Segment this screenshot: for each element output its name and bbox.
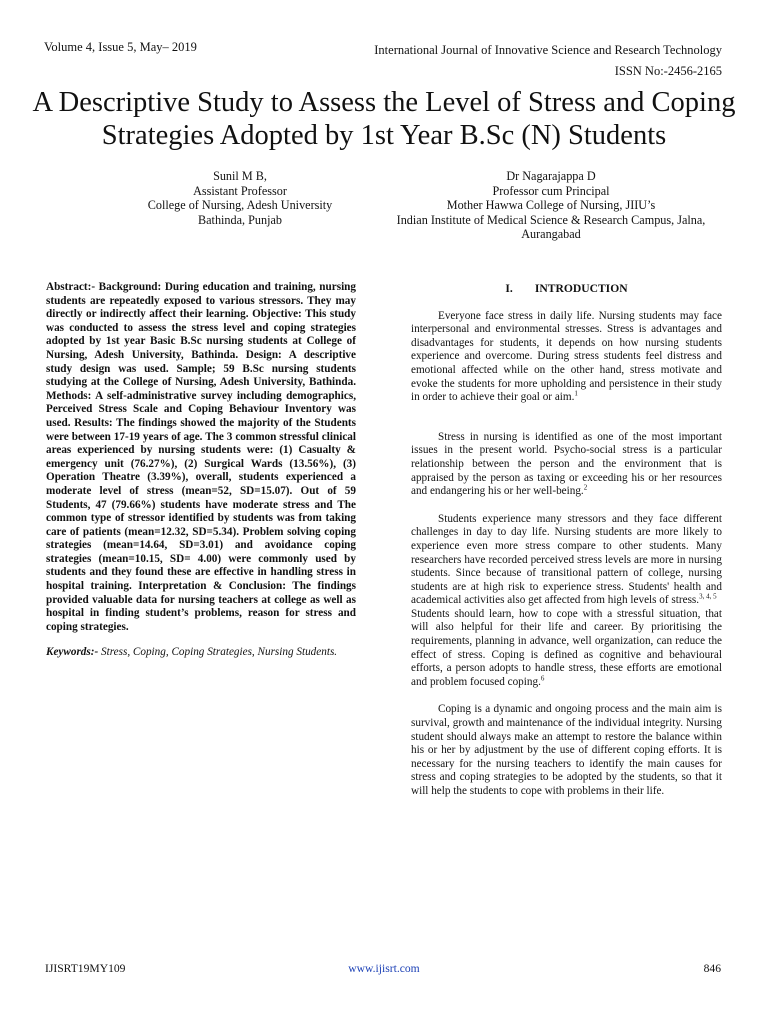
citation-ref: 2 xyxy=(583,483,588,492)
abstract-label: Abstract:- xyxy=(46,281,96,293)
intro-paragraph-1 xyxy=(411,310,722,405)
author-2-location: Aurangabad xyxy=(521,227,581,241)
paragraph-text: Stress in nursing is identified as one of the most important issues in the present world. Psycho-social stress is a particular relationship between the person and the environment that is appraised by the person as taxing or exceeding his or her resources and endangering his or her well-being. xyxy=(411,430,722,498)
section-number: I. xyxy=(505,282,513,295)
journal-name: International Journal of Innovative Science and Research Technology xyxy=(374,43,722,57)
author-2-name: Dr Nagarajappa D xyxy=(506,169,596,183)
section-heading xyxy=(411,282,722,296)
issn: ISSN No:-2456-2165 xyxy=(614,64,722,78)
paragraph-text: Students experience many stressors and they face different challenges in day to day life. Nursing students are more likely to experience even more stress compare to other students. Many researchers have recorded perceived stress levels are more in nursing students. Since because of transitional pattern of college, nursing students are at high risk to experience stress. Students' health and academical activities also get affected from high levels of stress. xyxy=(411,512,722,607)
author-2-position: Professor cum Principal xyxy=(492,183,610,198)
citation-ref: 6 xyxy=(540,674,545,683)
author-1-name: Sunil M B, xyxy=(213,169,267,183)
intro-paragraph-3 xyxy=(411,513,722,608)
left-column xyxy=(46,281,356,660)
intro-paragraph-5 xyxy=(411,703,722,798)
journal-website-link[interactable]: www.ijisrt.com xyxy=(348,962,420,975)
paper-title: A Descriptive Study to Assess the Level of Stress and Coping Strategies Adopted by 1st Year B.Sc (N) Students xyxy=(32,87,736,151)
keywords-label: Keywords:- xyxy=(46,646,99,659)
author-1-position: Assistant Professor xyxy=(193,183,287,198)
author-1-institution: College of Nursing, Adesh University xyxy=(147,198,333,212)
citation-ref: 1 xyxy=(574,389,578,398)
author-2-institution: Mother Hawwa College of Nursing, JIIU’s xyxy=(446,198,656,212)
keywords-text: Stress, Coping, Coping Strategies, Nursing Students. xyxy=(101,646,338,659)
article-code: IJISRT19MY109 xyxy=(45,962,126,975)
author-2-campus: Indian Institute of Medical Science & Research Campus, Jalna, xyxy=(396,212,706,227)
author-block-1 xyxy=(120,169,360,227)
keywords xyxy=(46,646,356,660)
author-block-2 xyxy=(376,169,726,242)
author-1-location: Bathinda, Punjab xyxy=(198,212,282,227)
abstract-text: Background: During education and training, nursing students are repeatedly exposed to various stressors. They may directly or indirectly affect their learning. Objective: This study was conducted to assess the stress level and coping strategies adopted by 1st year Basic B.Sc nursing students at College of Nursing, Adesh University, Bathinda. Design: A descriptive study design was used. Sample; 59 B.Sc nursing students studying at the College of Nursing, Adesh University, Bathinda. Methods: A self-administrative survey including demographics, Perceived Stress Scale and Coping Behaviour Inventory was used. Results: The findings showed the majority of the Students were between 17-19 years of age. The 3 common stressful clinical areas experienced by nursing students were: (1) Casualty & emergency unit (76.27%), (2) Surgical Wards (13.56%), (3) Operation Theatre (3.39%), overall, students experienced a moderate level of stress (mean=52, SD=15.07). Out of 59 Students, 47 (79.66%) students have moderate stress and The common type of stressor identified by students was from taking care of patients (mean=12.32, SD=5.34). Problem solving coping strategies (mean=14.64, SD=3.01) and avoidance coping strategies (mean=10.15, SD= 4.00) were commonly used by students and they found these are effective in handling stress in hospital training. Interpretation & Conclusion: The findings provided valuable data for nursing teachers at college as well as hospital in finding student’s problems, reason for stress and coping strategies. xyxy=(46,281,356,633)
citation-ref: 3, 4, 5 xyxy=(699,592,717,601)
journal-header xyxy=(374,40,722,82)
intro-paragraph-2 xyxy=(411,431,722,499)
right-column xyxy=(411,282,722,799)
section-title: INTRODUCTION xyxy=(534,282,628,295)
paragraph-text: Everyone face stress in daily life. Nursing students may face interpersonal and environmental stresses. Stress is advantages and disadvantages for students, it depends on how nursing students experience and overcome. During stress students feel distress and emotional affected while on the other hand, stress motivate and evoke the students for more upholding and persistence in their study in order to achieve their goal or aim. xyxy=(411,309,722,404)
volume-issue: Volume 4, Issue 5, May– 2019 xyxy=(44,40,197,54)
paragraph-text: Students should learn, how to cope with a stressful situation, that will also helpful for their life and career. By prioritising the requirements, planning in advance, well organization, can reduce the effect of stress. Coping is defined as cognitive and behavioural efforts, a person adopts to handle stress, these efforts are emotional and problem focused coping. xyxy=(411,607,722,688)
paragraph-text: Coping is a dynamic and ongoing process and the main aim is survival, growth and maintenance of the individual integrity. Nursing student should always make an attempt to restore the balance within his or her by adjustment by the use of different coping efforts. It is necessary for the nursing teachers to identify the main causes for stress and coping strategies to be adopted by the students, so that it will help the students to cope with problems in their life. xyxy=(411,703,722,797)
abstract xyxy=(46,281,356,634)
page-number: 846 xyxy=(703,962,721,975)
intro-paragraph-4 xyxy=(411,608,722,690)
